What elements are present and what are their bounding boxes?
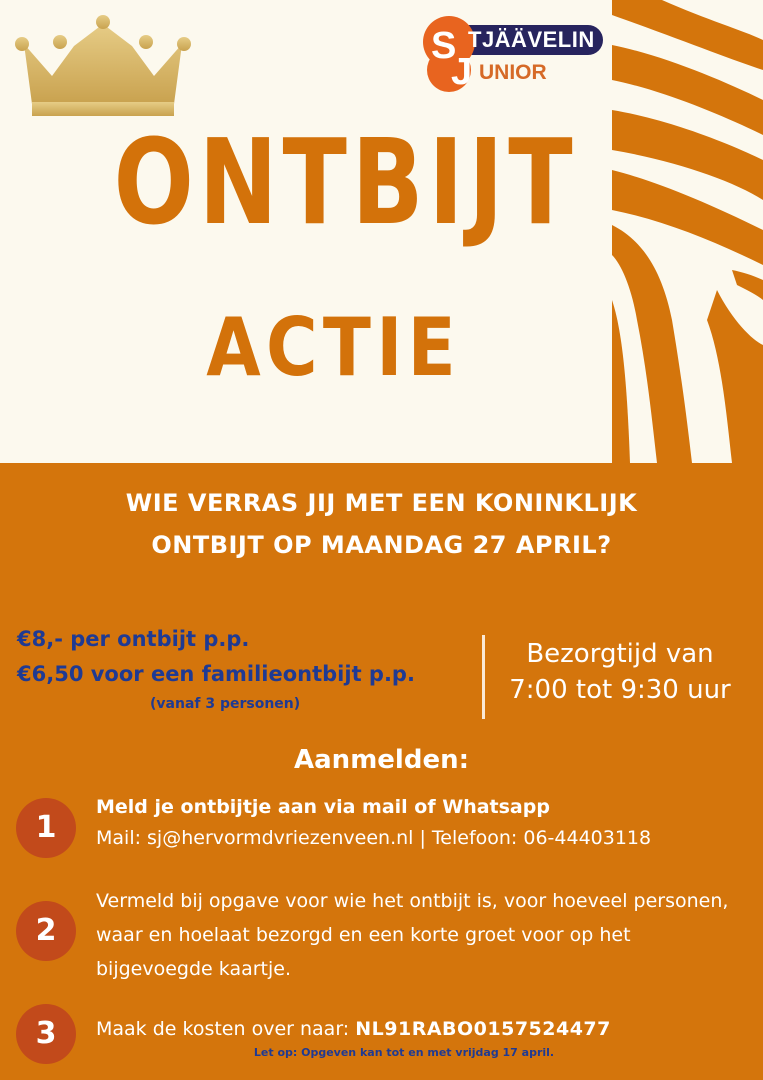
- price-family: €6,50 voor een familieontbijt p.p.: [17, 662, 415, 686]
- poster-title: ONTBIJT: [113, 113, 578, 251]
- logo-sub: UNIOR: [479, 61, 547, 84]
- signup-heading: Aanmelden:: [294, 745, 469, 775]
- crown-icon: [14, 14, 192, 118]
- step-3-badge: 3: [16, 1004, 76, 1064]
- price-single: €8,- per ontbijt p.p.: [17, 627, 250, 651]
- headline-line-1: WIE VERRAS JIJ MET EEN KONINKLIJK: [125, 489, 638, 517]
- iban-number: NL91RABO0157524477: [355, 1018, 611, 1040]
- step-3-text: [96, 1012, 611, 1046]
- price-family-note: (vanaf 3 personen): [150, 696, 301, 712]
- svg-text:J: J: [451, 51, 473, 93]
- sj-logo: [417, 14, 607, 94]
- poster-subtitle: ACTIE: [206, 301, 462, 394]
- svg-text:S: S: [431, 25, 457, 67]
- step-1-contact: Mail: sj@hervormdvriezenveen.nl | Telefoon: 06-44403118: [96, 827, 652, 849]
- delivery-line-1: Bezorgtijd van: [526, 639, 714, 669]
- zebra-stripes-decoration: [612, 0, 763, 463]
- headline: [40, 482, 723, 566]
- step-1-title: Meld je ontbijtje aan via mail of Whatsapp: [96, 796, 550, 818]
- step-3-prefix: Maak de kosten over naar:: [96, 1018, 356, 1040]
- logo-sj-badge: [417, 14, 481, 94]
- delivery-line-2: 7:00 tot 9:30 uur: [509, 675, 731, 705]
- delivery-time: [500, 636, 740, 708]
- step-1-badge: 1: [16, 798, 76, 858]
- deadline-note: Let op: Opgeven kan tot en met vrijdag 17 april.: [253, 1046, 555, 1059]
- headline-line-2: ONTBIJT OP MAANDAG 27 APRIL?: [151, 531, 612, 559]
- step-2-text: Vermeld bij opgave voor wie het ontbijt is, voor hoeveel personen, waar en hoelaat bezorgd en een korte groet voor op het bijgevoegde kaartje.: [96, 890, 729, 980]
- logo-name: TJÄÄVELIN: [468, 27, 595, 52]
- step-2-badge: 2: [16, 901, 76, 961]
- divider: [482, 635, 485, 719]
